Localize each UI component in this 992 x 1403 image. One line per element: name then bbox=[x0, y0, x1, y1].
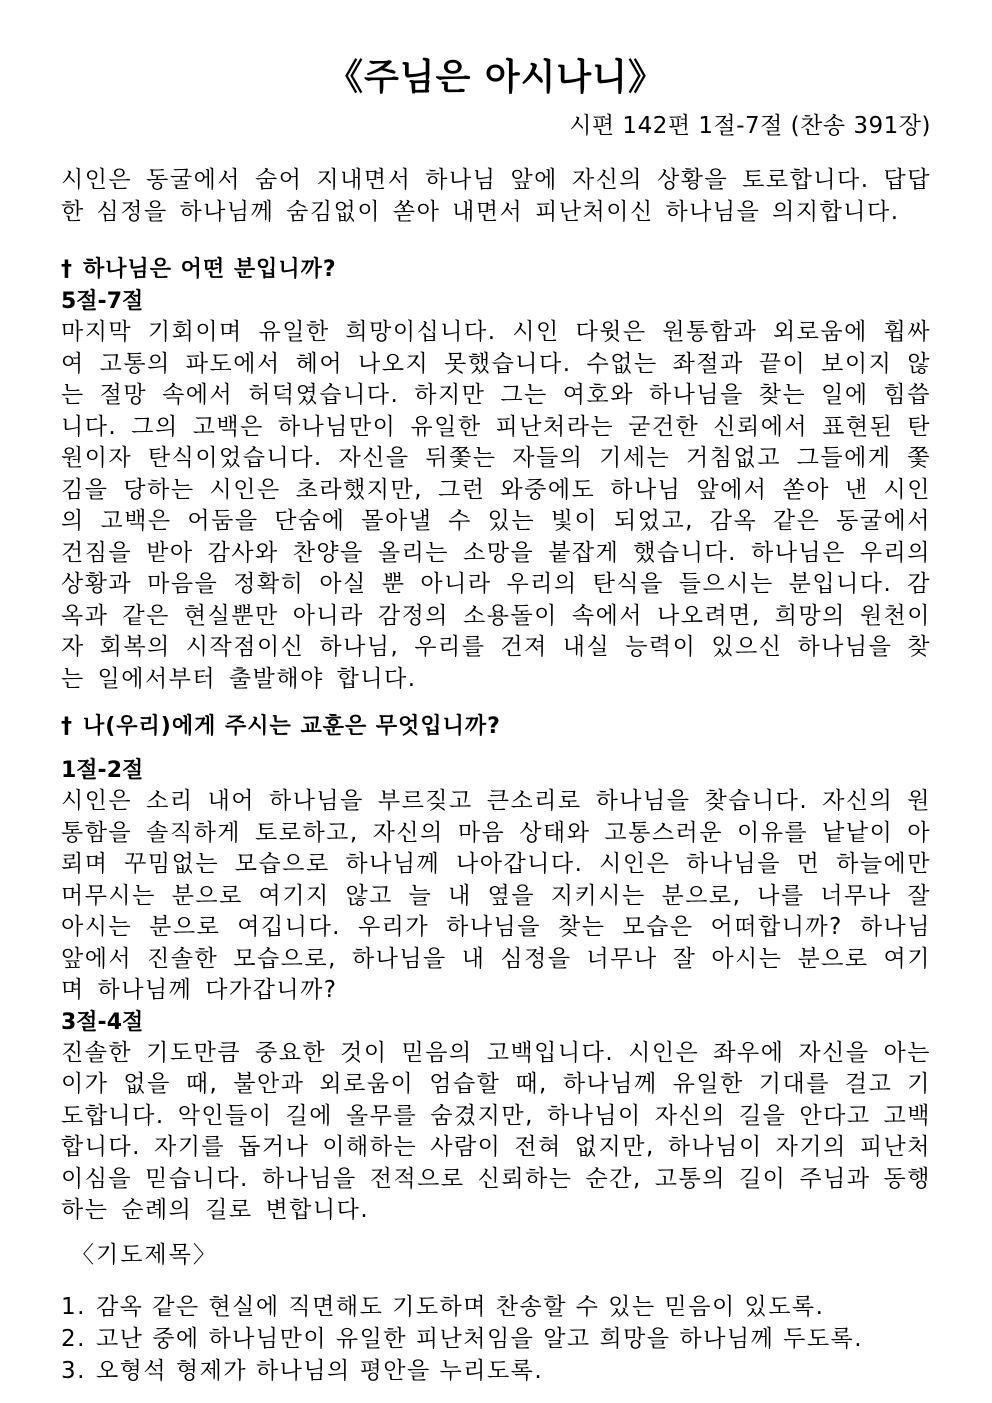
document-page bbox=[61, 50, 931, 1387]
prayer-item-number: 2. bbox=[61, 1325, 86, 1352]
intro-paragraph: 시인은 동굴에서 숨어 지내면서 하나님 앞에 자신의 상황을 토로합니다. 답답한 심정을 하나님께 숨김없이 쏟아 내면서 피난처이신 하나님을 의지합니다. bbox=[61, 167, 931, 225]
prayer-title: 〈기도제목〉 bbox=[71, 1241, 218, 1268]
prayer-item-text: 오형석 형제가 하나님의 평안을 누리도록. bbox=[95, 1357, 544, 1384]
section-heading-lesson bbox=[61, 711, 931, 743]
prayer-item-number: 1. bbox=[61, 1293, 86, 1320]
verse-range-label: 1절-2절 bbox=[61, 758, 144, 783]
section-body-paragraph: 시인은 소리 내어 하나님을 부르짖고 큰소리로 하나님을 찾습니다. 자신의 원통함을 솔직하게 토로하고, 자신의 마음 상태와 고통스러운 이유를 낱낱이 아뢰며 꾸밈없는 모습으로 하나님께 나아갑니다. 시인은 하나님을 먼 하늘에만 머무시는 분으로 여기지 않고 늘 내 옆을 지키시는 분으로, 나를 너무나 잘 아시는 분으로 여깁니다. 우리가 하나님을 찾는 모습은 어떠합니까? 하나님 앞에서 진솔한 모습으로, 하나님을 내 심정을 너무나 잘 아시는 분으로 여기며 하나님께 다가갑니까? bbox=[61, 788, 931, 1003]
page-title: 《주님은 아시나니》 bbox=[327, 57, 665, 98]
prayer-list bbox=[61, 1291, 931, 1387]
section-heading-who-is-god bbox=[61, 254, 931, 286]
prayer-item bbox=[61, 1291, 931, 1323]
prayer-item bbox=[61, 1355, 931, 1387]
prayer-item-number: 3. bbox=[61, 1357, 86, 1384]
prayer-item-text: 감옥 같은 현실에 직면해도 기도하며 찬송할 수 있는 믿음이 있도록. bbox=[95, 1293, 825, 1320]
prayer-item bbox=[61, 1323, 931, 1355]
section-heading-text: 나(우리)에게 주시는 교훈은 무엇입니까? bbox=[83, 714, 501, 739]
section-body-paragraph: 마지막 기회이며 유일한 희망이십니다. 시인 다윗은 원통함과 외로움에 휩싸여 고통의 파도에서 헤어 나오지 못했습니다. 수없는 좌절과 끝이 보이지 않는 절망 속에서 허덕였습니다. 하지만 그는 여호와 하나님을 찾는 일에 힘씁니다. 그의 고백은 하나님만이 유일한 피난처라는 굳건한 신뢰에서 표현된 탄원이자 탄식이었습니다. 자신을 뒤쫓는 자들의 기세는 거침없고 그들에게 쫓김을 당하는 시인은 초라했지만, 그런 와중에도 하나님 앞에서 쏟아 낸 시인의 고백은 어둠을 단숨에 몰아낼 수 있는 빛이 되었고, 감옥 같은 동굴에서 건짐을 받아 감사와 찬양을 올리는 소망을 붙잡게 했습니다. 하나님은 우리의 상황과 마음을 정확히 아실 뿐 아니라 우리의 탄식을 들으시는 분입니다. 감옥과 같은 현실뿐만 아니라 감정의 소용돌이 속에서 나오려면, 희망의 원천이자 회복의 시작점이신 하나님, 우리를 건져 내실 능력이 있으신 하나님을 찾는 일에서부터 출발해야 합니다. bbox=[61, 319, 931, 692]
cross-icon: † bbox=[61, 714, 73, 739]
verse-range-label: 3절-4절 bbox=[61, 1009, 144, 1035]
section-body-paragraph: 진솔한 기도만큼 중요한 것이 믿음의 고백입니다. 시인은 좌우에 자신을 아는 이가 없을 때, 불안과 외로움이 엄습할 때, 하나님께 유일한 기대를 걸고 기도합니다. 악인들이 길에 올무를 숨겼지만, 하나님이 자신의 길을 안다고 고백합니다. 자기를 돕거나 이해하는 사람이 전혀 없지만, 하나님이 자기의 피난처이심을 믿습니다. 하나님을 전적으로 신뢰하는 순간, 고통의 길이 주님과 동행하는 순례의 길로 변합니다. bbox=[61, 1039, 931, 1223]
prayer-item-text: 고난 중에 하나님만이 유일한 피난처임을 알고 희망을 하나님께 두도록. bbox=[95, 1325, 864, 1352]
cross-icon: † bbox=[61, 257, 73, 282]
scripture-reference: 시편 142편 1절-7절 (찬송 391장) bbox=[569, 113, 931, 139]
section-heading-text: 하나님은 어떤 분입니까? bbox=[83, 257, 337, 282]
verse-range-label: 5절-7절 bbox=[61, 289, 144, 314]
